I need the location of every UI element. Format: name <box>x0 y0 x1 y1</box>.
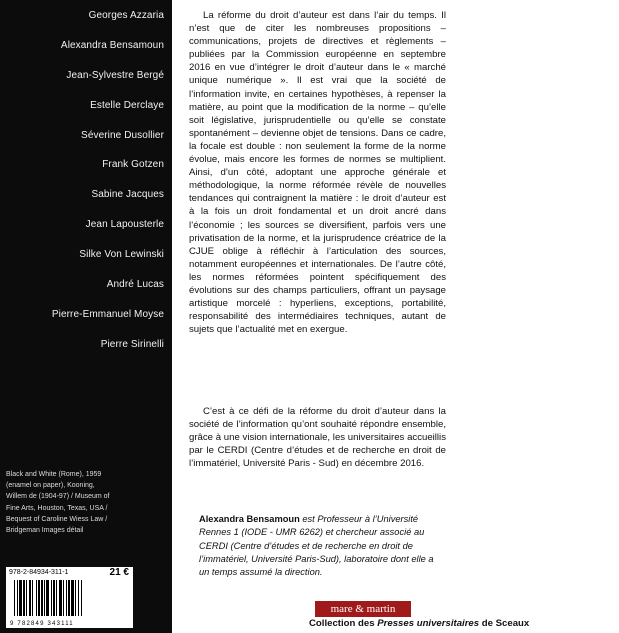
author-name: André Lucas <box>106 279 164 290</box>
author-name: Pierre-Emmanuel Moyse <box>51 309 164 320</box>
isbn: 978-2-84934-311-1 <box>9 569 69 576</box>
barcode-bar <box>71 580 74 616</box>
barcode-bar <box>17 580 18 616</box>
barcode-bar <box>56 580 57 616</box>
barcode-bar <box>46 580 49 616</box>
author-bio <box>199 513 441 579</box>
barcode-bar <box>63 580 64 616</box>
summary-paragraph: C’est à ce défi de la réforme du droit d’auteur dans la société de l’information qu’ont souhaité répondre ensemble, grâce à une vision internationale, les universitaires accueillis par le CERDI (Centre d’études et de recherche en droit de l’immatériel, Université Paris - Sud) en décembre 2016. <box>189 406 446 470</box>
author-name: Jean Lapousterle <box>85 219 164 230</box>
barcode-bar <box>14 580 15 616</box>
author-name: Silke Von Lewinski <box>79 249 164 260</box>
credit-line: Black and White (Rome), 1959 <box>6 471 102 478</box>
barcode-bar <box>66 580 67 616</box>
barcode-bar <box>36 580 37 616</box>
barcode-bar <box>32 580 33 616</box>
barcode-bar <box>59 580 62 616</box>
barcode-bar <box>41 580 43 616</box>
bio-text: est Professeur à l’Université Rennes 1 (IODE - UMR 6262) et chercheur associé au CERDI (Centre d’études et de recherche en droit de l’immatériel, Université Paris-Sud), laboratoire dont elle a un temps assumé la direction. <box>199 514 434 578</box>
barcode-bars <box>12 580 124 616</box>
author-name: Jean-Sylvestre Bergé <box>66 70 164 81</box>
barcode-bar <box>51 580 52 616</box>
barcode-bar <box>38 580 40 616</box>
author-name: Sabine Jacques <box>91 189 164 200</box>
bio-name: Alexandra Bensamoun <box>199 514 300 524</box>
author-name: Pierre Sirinelli <box>100 339 164 350</box>
price: 21 € <box>109 567 129 578</box>
barcode-bar <box>19 580 22 616</box>
credit-line: Fine Arts, Houston, Texas, USA / <box>6 504 108 512</box>
barcode-bar <box>81 580 82 616</box>
barcode-bar <box>68 580 70 616</box>
credit-line: Bequest of Caroline Wiess Law / <box>6 515 108 523</box>
collection-prefix: Collection des <box>309 618 378 629</box>
author-name: Alexandra Bensamoun <box>60 40 164 51</box>
credit-line: Willem de (1904-97) / Museum of <box>6 493 110 501</box>
credit-line: (enamel on paper), Kooning, <box>6 482 95 490</box>
collection-italic: Presses universitaires <box>377 618 480 629</box>
barcode-bar <box>26 580 27 616</box>
barcode-bar <box>23 580 25 616</box>
collection-name <box>309 618 619 629</box>
author-name: Georges Azzaria <box>88 10 164 21</box>
author-panel <box>0 0 172 633</box>
barcode-bar <box>75 580 76 616</box>
image-credit <box>6 469 156 536</box>
author-name: Séverine Dusollier <box>81 130 164 141</box>
barcode-bar <box>53 580 55 616</box>
barcode-label <box>6 567 133 628</box>
collection-suffix: de Sceaux <box>479 618 530 629</box>
barcode-bar <box>78 580 79 616</box>
barcode-digits: 9 782849 343111 <box>10 621 74 627</box>
back-cover-text <box>172 0 530 633</box>
publisher-logo: mare & martin <box>315 601 411 617</box>
barcode-bar <box>44 580 45 616</box>
author-name: Estelle Derclaye <box>90 100 164 111</box>
author-name: Frank Gotzen <box>102 159 164 170</box>
barcode-bar <box>29 580 31 616</box>
credit-line: Bridgeman Images détail <box>6 527 84 535</box>
summary-paragraph: La réforme du droit d’auteur est dans l’air du temps. Il n’est que de citer les nombreuses propositions – communications, projets de directives et règlements – publiées par la Commission européenne en septembre 2016 en vue d’intégrer le droit d’auteur dans le « marché unique numérique ». Il est vrai que la société de l’information invite, en certaines hypothèses, à repenser la matière, au point que la modification de la norme – qu’elle soit législative, jurisprudentielle ou qu’elle se constate spontanément – devienne objet de tensions. Dans ce cadre, la focale est double : non seulement la forme de la norme évolue, mais encore les formes de normes se multiplient. Ainsi, d’un côté, adoptant une approche générale et méthodologique, la norme réformée révèle de nouvelles tendances qui contraignent la matière : le droit d’auteur est à la fois un droit fondamental et un droit ancré dans l’économie ; les sources se diversifient, parfois vers une privatisation de la norme, et la jurisprudence créatrice de la CJUE oblige à réfléchir à l’articulation des sources, notamment européennes et internationales. De l’autre côté, les normes réformées pointent spécifiquement des évolutions sur des champs particuliers, offrant un paysage artistique morcelé : hyperliens, exceptions, portabilité, responsabilité des intermédiaires techniques, autant de sujets que l’actualité met en exergue. <box>189 10 446 336</box>
